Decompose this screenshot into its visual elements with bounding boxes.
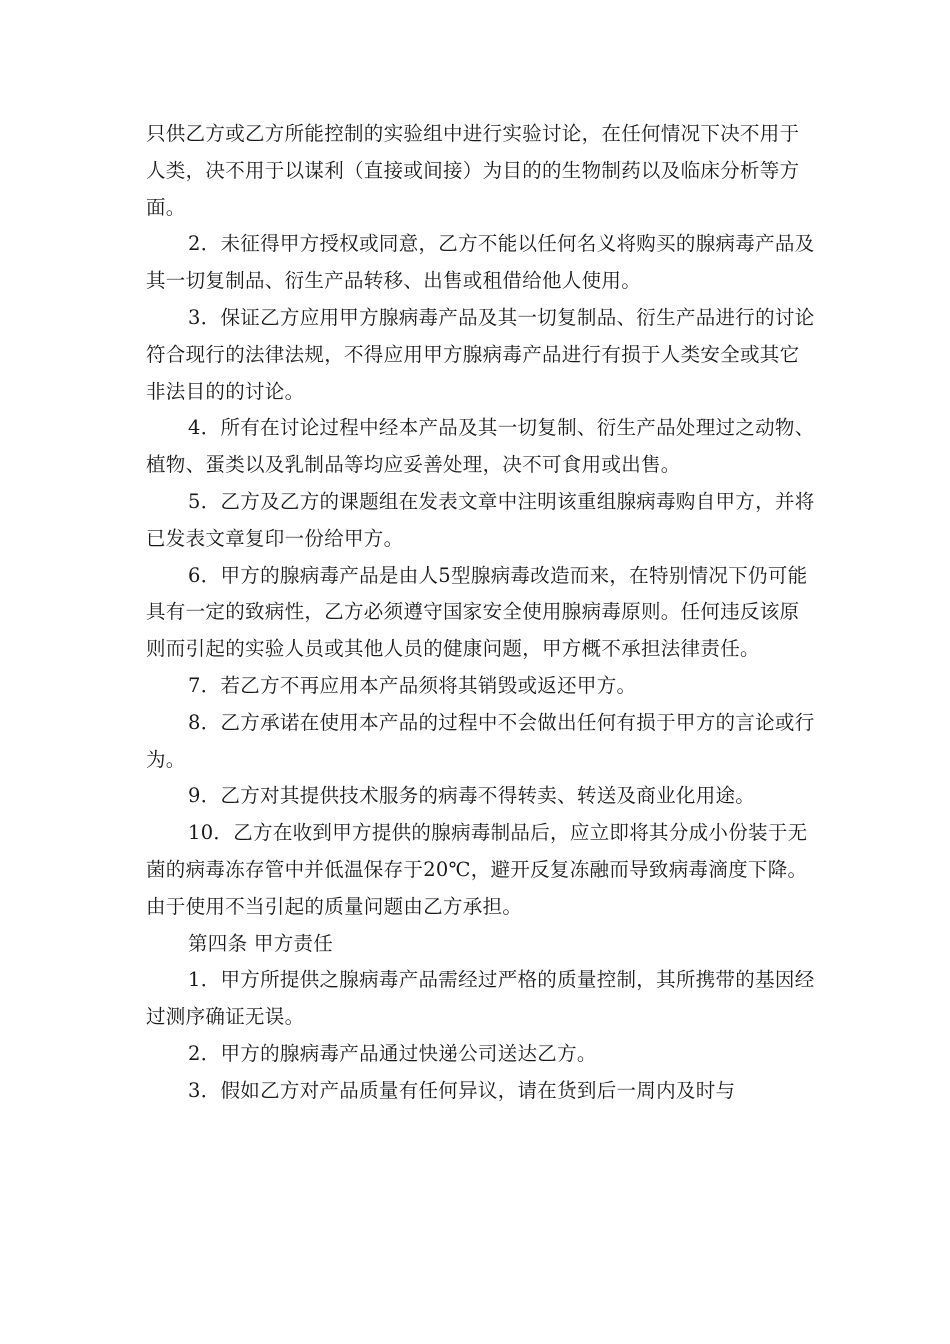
paragraph-item-5: 5．乙方及乙方的课题组在发表文章中注明该重组腺病毒购自甲方，并将已发表文章复印一份给甲方。: [146, 489, 815, 550]
paragraph-party-a-item-2: 2．甲方的腺病毒产品通过快递公司送达乙方。: [188, 1041, 597, 1065]
paragraph-item-3: 3．保证乙方应用甲方腺病毒产品及其一切复制品、衍生产品进行的讨论符合现行的法律法规，不得应用甲方腺病毒产品进行有损于人类安全或其它非法目的的讨论。: [146, 305, 815, 403]
paragraph-party-a-item-3: 3．假如乙方对产品质量有任何异议，请在货到后一周内及时与: [188, 1078, 736, 1102]
paragraph-item-10: 10．乙方在收到甲方提供的腺病毒制品后，应立即将其分成小份装于无菌的病毒冻存管中并低温保存于20℃，避开反复冻融而导致病毒滴度下降。由于使用不当引起的质量问题由乙方承担。: [146, 821, 808, 918]
paragraph-item-8: 8．乙方承诺在使用本产品的过程中不会做出任何有损于甲方的言论或行为。: [146, 710, 815, 771]
paragraph-item-6: 6．甲方的腺病毒产品是由人5型腺病毒改造而来，在特别情况下仍可能具有一定的致病性，乙方必须遵守国家安全使用腺病毒原则。任何违反该原则而引起的实验人员或其他人员的健康问题，甲方概不承担法律责任。: [146, 563, 808, 661]
paragraph-continuation: 只供乙方或乙方所能控制的实验组中进行实验讨论，在任何情况下决不用于人类，决不用于以谋利（直接或间接）为目的的生物制药以及临床分析等方面。: [146, 122, 800, 219]
paragraph-item-2: 2．未征得甲方授权或同意，乙方不能以任何名义将购买的腺病毒产品及其一切复制品、衍生产品转移、出售或租借给他人使用。: [146, 232, 815, 293]
paragraph-party-a-item-1: 1．甲方所提供之腺病毒产品需经过严格的质量控制，其所携带的基因经过测序确证无误。: [146, 968, 815, 1029]
paragraph-item-9: 9．乙方对其提供技术服务的病毒不得转卖、转送及商业化用途。: [188, 784, 756, 808]
section-heading-article-4: 第四条 甲方责任: [188, 931, 334, 955]
document-body: [146, 116, 818, 1110]
paragraph-item-4: 4．所有在讨论过程中经本产品及其一切复制、衍生产品处理过之动物、植物、蛋类以及乳制品等均应妥善处理，决不可食用或出售。: [146, 416, 815, 477]
paragraph-item-7: 7．若乙方不再应用本产品须将其销毁或返还甲方。: [188, 673, 637, 697]
